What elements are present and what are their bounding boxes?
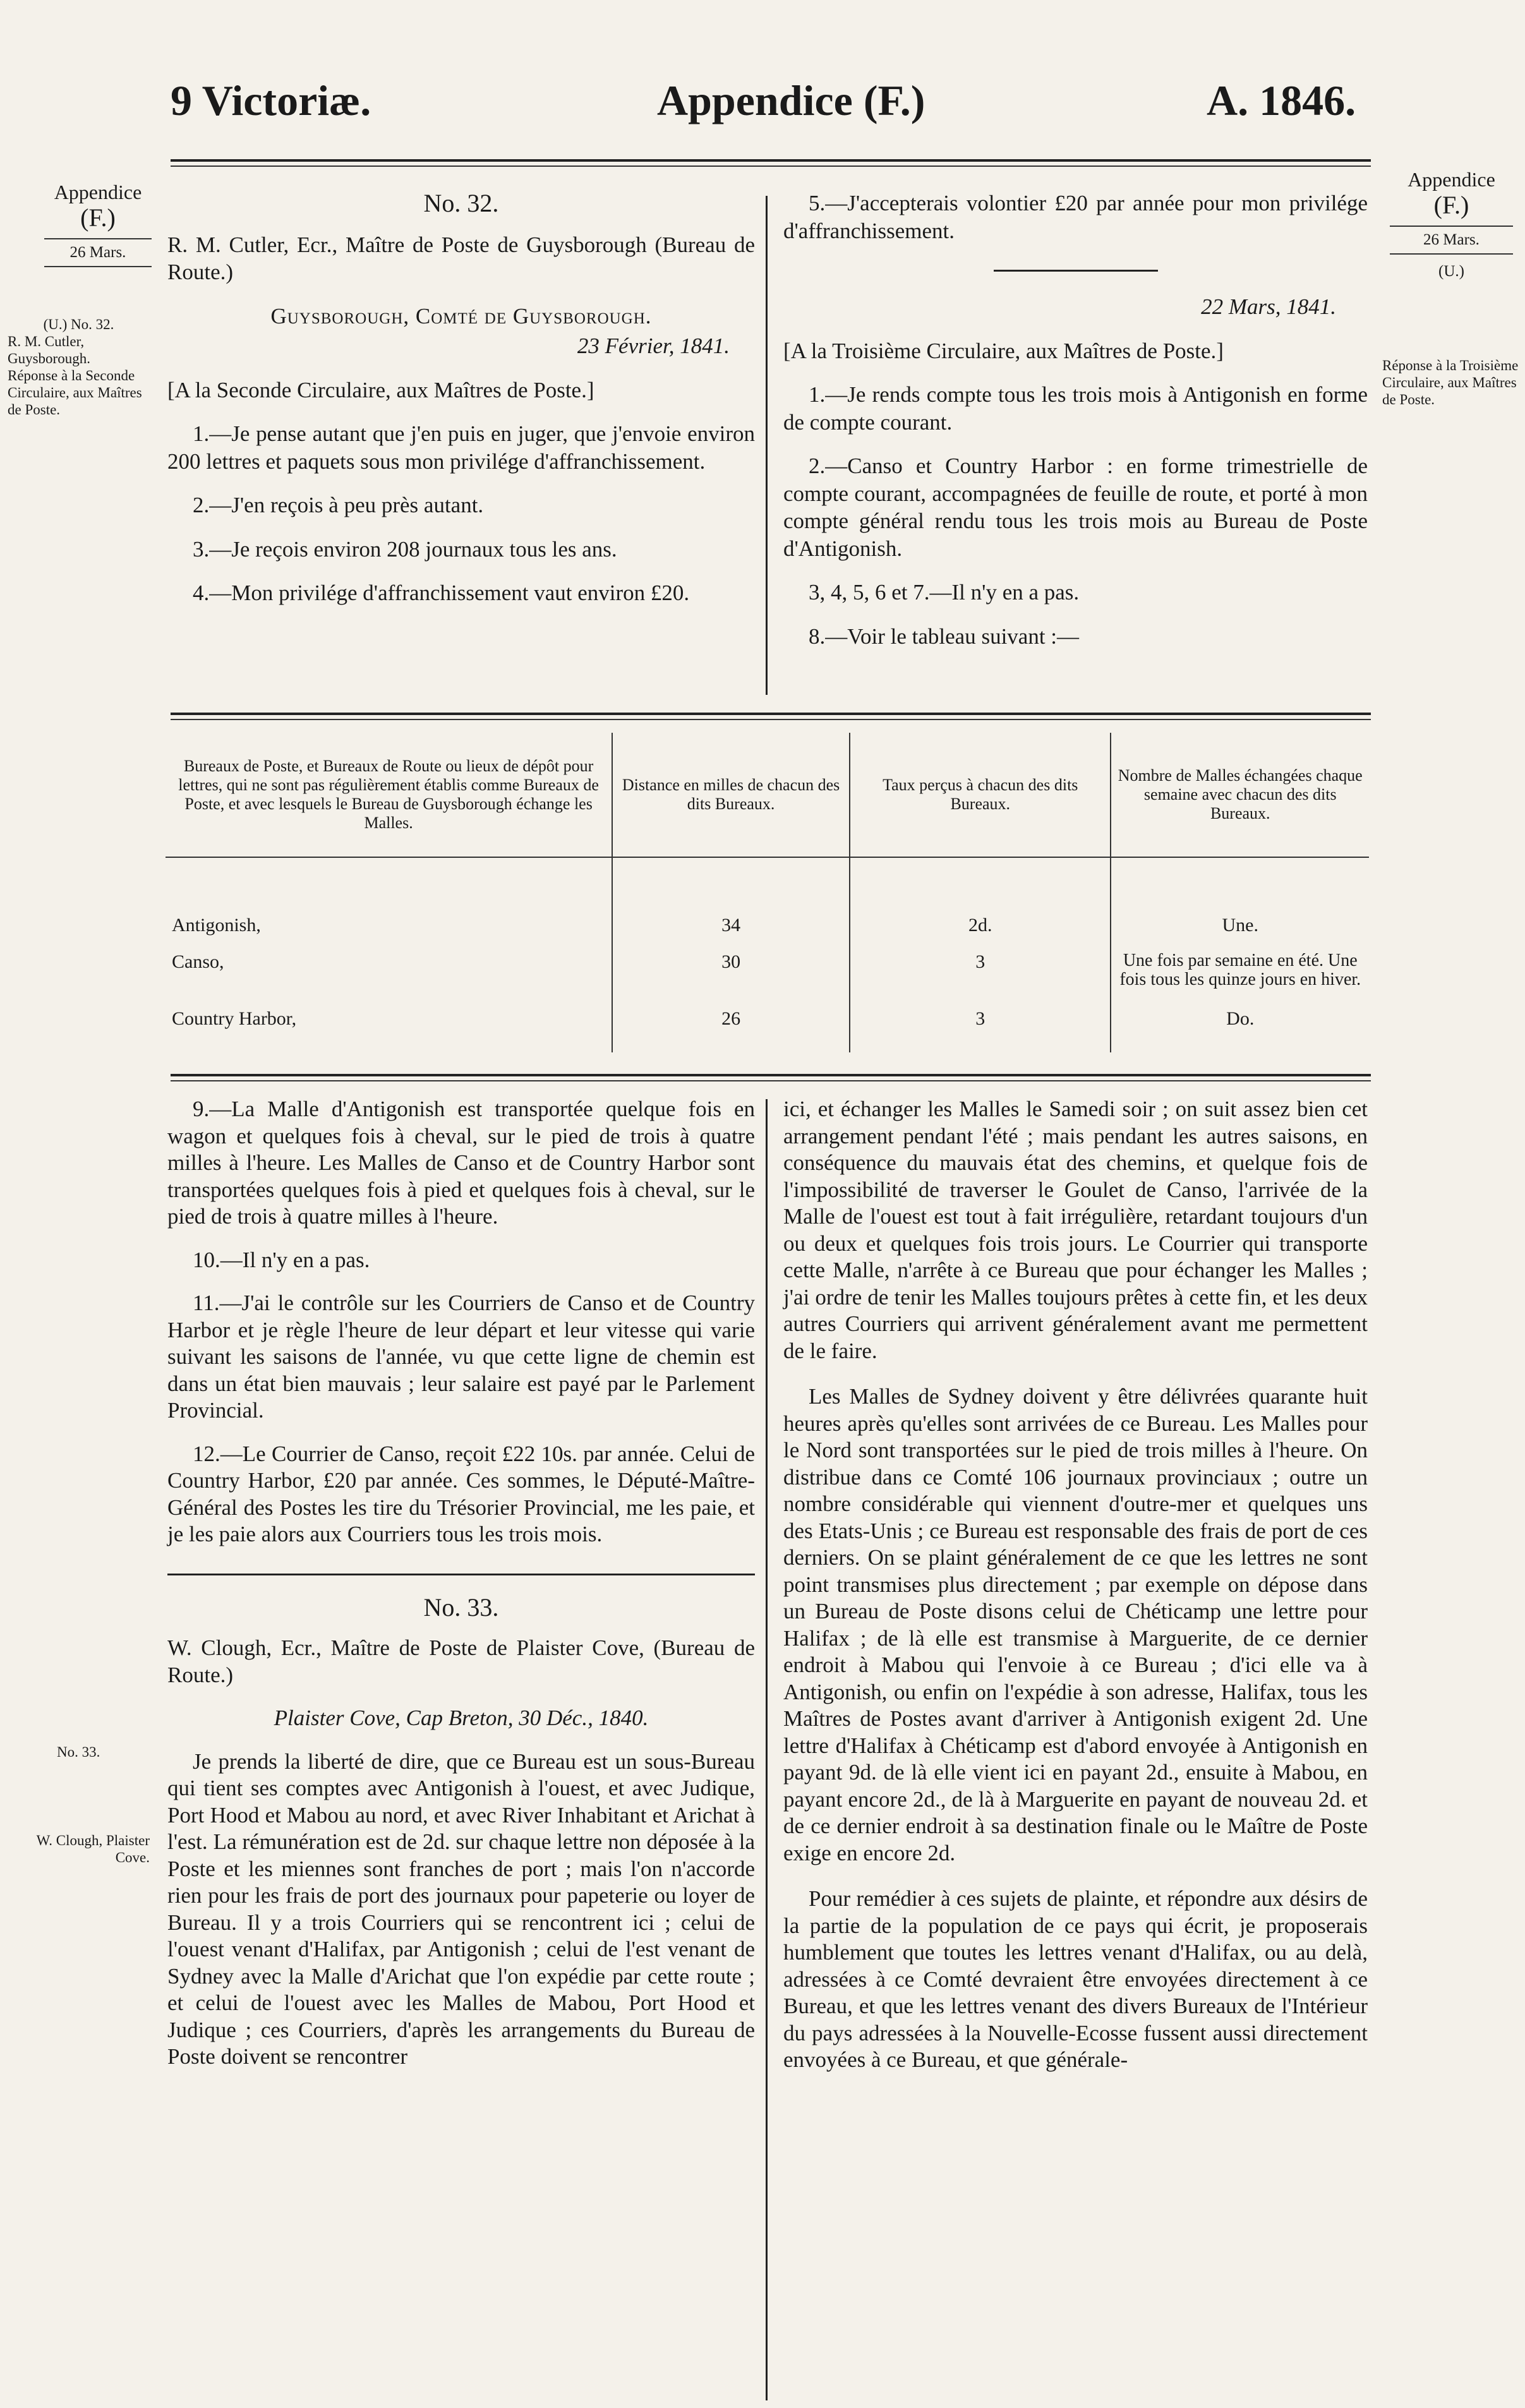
sidebar-left-name33: W. Clough, Plaister Cove. xyxy=(36,1833,150,1865)
lower-right-column xyxy=(783,1096,1368,2090)
sidebar-left-divider-2 xyxy=(44,266,152,267)
table-cell-distance: 34 xyxy=(612,857,850,940)
letter32-para-12: 12.—Le Courrier de Canso, reçoit £22 10s. par année. Celui de Country Harbor, £20 par année. Ces sommes, le Député-Maître-Général des Postes les tire du Trésorier Provincial, me les paie, et je les paie alors aux Courriers tous les trois mois. xyxy=(167,1441,755,1546)
table-cell-distance: 30 xyxy=(612,940,850,1008)
sidebar-right-appendice-f: (F.) xyxy=(1433,191,1469,219)
upper-column-divider xyxy=(766,196,768,695)
table-cell-distance: 26 xyxy=(612,1008,850,1052)
sidebar-left xyxy=(38,180,158,275)
letter32-place: Guysborough, Comté de Guysborough. xyxy=(270,303,652,328)
sidebar-left-date: 26 Mars. xyxy=(69,244,126,261)
letter32-date: 23 Février, 1841. xyxy=(577,334,730,358)
sidebar-left-ref33: No. 33. xyxy=(57,1744,100,1760)
letter32-para-4: 4.—Mon privilége d'affranchissement vaut environ £20. xyxy=(193,581,690,605)
letter32-para-1: 1.—Je pense autant que j'en puis en juger, que j'envoie environ 200 lettres et paquets sous mon privilége d'affranchissement. xyxy=(167,421,755,474)
table-row xyxy=(166,940,1369,1008)
table-cell-rate: 3 xyxy=(850,1008,1111,1052)
table-cell-mails: Do. xyxy=(1111,1008,1369,1052)
letter32-para-3: 3.—Je reçois environ 208 journaux tous les ans. xyxy=(193,536,617,562)
letter32-para-11: 11.—J'ai le contrôle sur les Courriers de Canso et de Country Harbor et je règle l'heure de leur départ et leur vitesse qui varie suivant les saisons de l'année, vu que cette ligne de chemin est dans un état bien mauvais ; leur salaire est payé par le Parlement Provincial. xyxy=(167,1291,755,1423)
mail-table-header-distance: Distance en milles de chacun des dits Bureaux. xyxy=(612,733,850,857)
mail-table-header-mails: Nombre de Malles échangées chaque semaine avec chacun des dits Bureaux. xyxy=(1111,733,1369,857)
sidebar-right-ref: (U.) xyxy=(1438,263,1464,280)
sidebar-left-appendice-f: (F.) xyxy=(80,203,116,232)
sidebar-left-name32: R. M. Cutler, Guysborough. xyxy=(8,334,90,366)
table-cell-office: Antigonish, xyxy=(172,915,261,936)
letter32-answer-3-7: 3, 4, 5, 6 et 7.—Il n'y en a pas. xyxy=(809,580,1080,605)
letter-separator xyxy=(167,1574,755,1575)
table-cell-office: Country Harbor, xyxy=(172,1008,297,1029)
letter33-number: No. 33. xyxy=(423,1592,499,1622)
table-bottom-rule xyxy=(171,1074,1371,1076)
letter32-para-2: 2.—J'en reçois à peu près autant. xyxy=(193,493,484,517)
table-cell-mails: Une fois par semaine en été. Une fois tous les quinze jours en hiver. xyxy=(1111,940,1369,1008)
sidebar-right-divider xyxy=(1390,226,1513,227)
header-right: A. 1846. xyxy=(1207,76,1356,124)
letter32-para-10: 10.—Il n'y en a pas. xyxy=(193,1247,370,1272)
letter32-para-9: 9.—La Malle d'Antigonish est transportée quelque fois en wagon et quelques fois à cheval, sur le pied de trois à quatre milles à l'heure. Les Malles de Canso et de Country Harbor sont transportées quelques fois à pied et quelques fois à cheval, sur le pied de trois à quatre milles à l'heure. xyxy=(167,1097,755,1229)
header-rule-thin xyxy=(171,166,1371,167)
table-bottom-rule-thin xyxy=(171,1080,1371,1081)
letter32-number: No. 32. xyxy=(423,189,499,217)
mail-table-header-office: Bureaux de Poste, et Bureaux de Route ou lieux de dépôt pour lettres, qui ne sont pas régulièrement établis comme Bureaux de Poste, et avec lesquels le Bureau de Guysborough échange les Malles. xyxy=(178,757,599,832)
mail-table xyxy=(166,733,1369,1052)
lower-column-divider xyxy=(766,1099,768,2400)
sidebar-right-desc: Réponse à la Troisième Circulaire, aux Maîtres de Poste. xyxy=(1382,358,1519,407)
table-top-rule xyxy=(171,713,1371,715)
sidebar-right-date: 26 Mars. xyxy=(1423,231,1480,248)
sidebar-left-desc32: Réponse à la Seconde Circulaire, aux Maîtres de Poste. xyxy=(8,368,142,418)
sidebar-right xyxy=(1383,167,1519,281)
sidebar-left-appendice: Appendice xyxy=(54,181,142,203)
mail-table-header-row xyxy=(166,733,1369,857)
letter32-from: R. M. Cutler, Ecr., Maître de Poste de Guysborough (Bureau de Route.) xyxy=(167,232,755,284)
letter32-column xyxy=(167,190,755,623)
sidebar-left-ref32-block xyxy=(8,316,150,418)
header-rule xyxy=(171,159,1371,162)
sidebar-right-appendice: Appendice xyxy=(1407,168,1495,191)
table-row xyxy=(166,1008,1369,1052)
sidebar-left-ref32: (U.) No. 32. xyxy=(43,316,114,332)
letter33-para-4: Pour remédier à ces sujets de plainte, et répondre aux désirs de la partie de la population de ce pays qui écrit, je proposerais humblement que toutes les lettres venant d'Halifax, ou au delà, adressées à ce Comté devraient être envoyées directement à ce Bureau, et que les lettres venant des divers Bureaux de l'Intérieur du pays adressées à la Nouvelle-Ecosse fussent aussi directement envoyées à ce Bureau, et que générale- xyxy=(783,1886,1368,2072)
header-left: 9 Victoriæ. xyxy=(171,76,371,124)
table-cell-rate: 3 xyxy=(850,940,1111,1008)
table-cell-rate: 2d. xyxy=(850,857,1111,940)
sidebar-left-divider xyxy=(44,238,152,239)
letter33-para-2: ici, et échanger les Malles le Samedi soir ; on suit assez bien cet arrangement pendant l'été ; mais pendant les autres saisons, en conséquence du mauvais état des chemins, et quelque fois de l'impossibilité de traverser le Goulet de Canso, l'arrivée de la Malle de l'ouest est tout à fait irrégulière, retardant toujours d'un ou deux et quelques fois trois jours. Le Courrier qui transporte cette Malle, n'arrête à ce Bureau que pour échanger les Malles ; j'ai ordre de tenir les Malles toujours prêtes à cette fin, et les deux autres Courriers qui arrivent généralement avant me permettent de le faire. xyxy=(783,1097,1368,1363)
letter33-from: W. Clough, Ecr., Maître de Poste de Plaister Cove, (Bureau de Route.) xyxy=(167,1635,755,1687)
header-center: Appendice (F.) xyxy=(657,76,925,124)
letter33-dateline: Plaister Cove, Cap Breton, 30 Déc., 1840. xyxy=(274,1706,649,1730)
mail-table-header-rate: Taux perçus à chacun des dits Bureaux. xyxy=(850,733,1111,857)
sidebar-right-divider-2 xyxy=(1390,253,1513,255)
letter32-circular-2: [A la Troisième Circulaire, aux Maîtres de Poste.] xyxy=(783,338,1224,363)
table-top-rule-thin xyxy=(171,719,1371,720)
letter32-circular: [A la Seconde Circulaire, aux Maîtres de Poste.] xyxy=(167,377,594,402)
letter32-para-5: 5.—J'accepterais volontier £20 par année pour mon privilége d'affranchissement. xyxy=(783,191,1368,243)
letter32-right-column xyxy=(783,190,1368,666)
table-cell-office: Canso, xyxy=(172,951,224,972)
table-cell-mails: Une. xyxy=(1111,857,1369,940)
letter32-separator xyxy=(994,270,1158,272)
table-row xyxy=(166,857,1369,940)
letter32-answer-1: 1.—Je rends compte tous les trois mois à Antigonish en forme de compte courant. xyxy=(783,382,1368,435)
letter32-answer-2: 2.—Canso et Country Harbor : en forme trimestrielle de compte courant, accompagnées de feuille de route, et porté à mon compte général rendu tous les trois mois au Bureau de Poste d'Antigonish. xyxy=(783,454,1368,561)
letter32-answer-8: 8.—Voir le tableau suivant :— xyxy=(809,623,1080,649)
letter33-para-1: Je prends la liberté de dire, que ce Bureau est un sous-Bureau qui tient ses comptes avec Antigonish à l'ouest, et avec Judique, Port Hood et Mabou au nord, et avec River Inhabitant et Arichat à l'est. La rémunération est de 2d. sur chaque lettre non déposée à la Poste et les miennes sont franches de port ; mais l'on n'accorde rien pour les frais de port des journaux pour papeterie ou loyer de Bureau. Il y a trois Courriers qui se rencontrent ici ; celui de l'ouest venant d'Halifax, par Antigonish ; celui de l'est venant de Sydney avec la Malle d'Arichat que l'on expédie par cette route ; et celui de l'ouest avec les Malles de Mabou, Port Hood et Judique ; ces Courriers, d'après les arrangements du Bureau de Poste doivent se rencontrer xyxy=(167,1749,755,2069)
letter32-date-2: 22 Mars, 1841. xyxy=(1201,294,1336,319)
lower-left-column xyxy=(167,1096,755,2087)
letter33-para-3: Les Malles de Sydney doivent y être délivrées quarante huit heures après qu'elles sont arrivées de ce Bureau. Les Malles pour le Nord sont transportées sur le pied de trois milles à l'heure. On distribue dans ce Comté 106 journaux provinciaux ; outre un nombre considérable qui viennent d'outre-mer et quelques uns des Etats-Unis ; ce Bureau est responsable des frais de port de ces derniers. On se plaint généralement de ce que les lettres ne sont point transmises plus directement ; par exemple on dépose dans un Bureau de Poste disons celui de Chéticamp une lettre pour Halifax ; de là elle est transmise à Marguerite, de ce dernier endroit à Mabou qui l'envoie à ce Bureau ; d'ici elle va à Antigonish, ou enfin on l'expédie à son adresse, Halifax, tous les Maîtres de Postes avant d'arriver à Antigonish exigent 2d. Une lettre d'Halifax à Chéticamp est d'abord envoyée à Antigonish en payant 9d. de là elle vient ici en payant 2d., ensuite à Mabou, en payant encore 2d., de là à Marguerite en payant de nouveau 2d. et de ce dernier endroit à sa destination finale ou le Maître de Poste exige en encore 2d. xyxy=(783,1384,1368,1865)
